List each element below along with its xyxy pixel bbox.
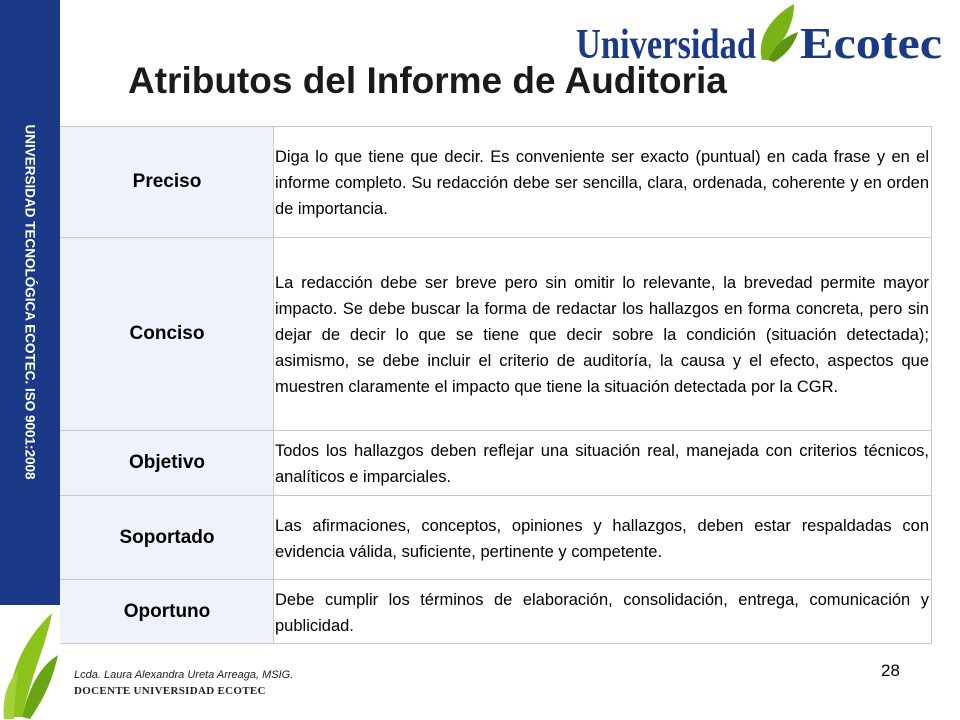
- attribute-term: Preciso: [61, 127, 274, 238]
- logo-word-universidad: Universidad: [576, 22, 756, 66]
- attribute-term: Conciso: [61, 238, 274, 431]
- university-logo: [572, 2, 944, 66]
- attribute-definition: [274, 496, 932, 580]
- attribute-term: Objetivo: [61, 431, 274, 496]
- author-credit: Lcda. Laura Alexandra Ureta Arreaga, MSIG.: [74, 669, 294, 681]
- sidebar-text: UNIVERSIDAD TECNOLÓGICA ECOTEC. ISO 9001:2008: [22, 124, 38, 480]
- page-title: Atributos del Informe de Auditoria: [128, 60, 727, 101]
- attribute-definition: [274, 580, 932, 644]
- logo-word-ecotec: Ecotec: [800, 19, 942, 66]
- leaf-icon: [0, 605, 60, 720]
- attribute-definition: [274, 127, 932, 238]
- table-row: [61, 496, 932, 580]
- attribute-term: Soportado: [61, 496, 274, 580]
- author-affiliation: DOCENTE UNIVERSIDAD ECOTEC: [74, 685, 266, 697]
- definition-text: Todos los hallazgos deben reflejar una situación real, manejada con criterios técnicos, analíticos e imparciales.: [275, 442, 929, 486]
- attribute-term: Oportuno: [61, 580, 274, 644]
- table-row: [61, 238, 932, 431]
- page-number: 28: [881, 661, 900, 680]
- leaf-icon: [761, 4, 798, 62]
- definition-text: La redacción debe ser breve pero sin omitir lo relevante, la brevedad permite mayor impacto. Se debe buscar la forma de redactar los hallazgos en forma concreta, pero sin dejar de decir lo que se tiene que decir sobre la condición (situación detectada); asimismo, se debe incluir el criterio de auditoría, la causa y el efecto, aspectos que muestren claramente el impacto que tiene la situación detectada por la CGR.: [275, 274, 929, 396]
- definition-text: Diga lo que tiene que decir. Es conveniente ser exacto (puntual) en cada frase y en el informe completo. Su redacción debe ser sencilla, clara, ordenada, coherente y en orden de importancia.: [275, 148, 929, 218]
- attributes-table: [60, 126, 932, 644]
- table-row: [61, 127, 932, 238]
- table-row: [61, 431, 932, 496]
- attribute-definition: [274, 238, 932, 431]
- definition-text: Debe cumplir los términos de elaboración, consolidación, entrega, comunicación y publicidad.: [275, 590, 929, 635]
- attribute-definition: [274, 431, 932, 496]
- table-row: [61, 580, 932, 644]
- sidebar-band: [0, 0, 60, 605]
- definition-text: Las afirmaciones, conceptos, opiniones y hallazgos, deben estar respaldadas con evidencia válida, suficiente, pertinente y competente.: [275, 516, 929, 561]
